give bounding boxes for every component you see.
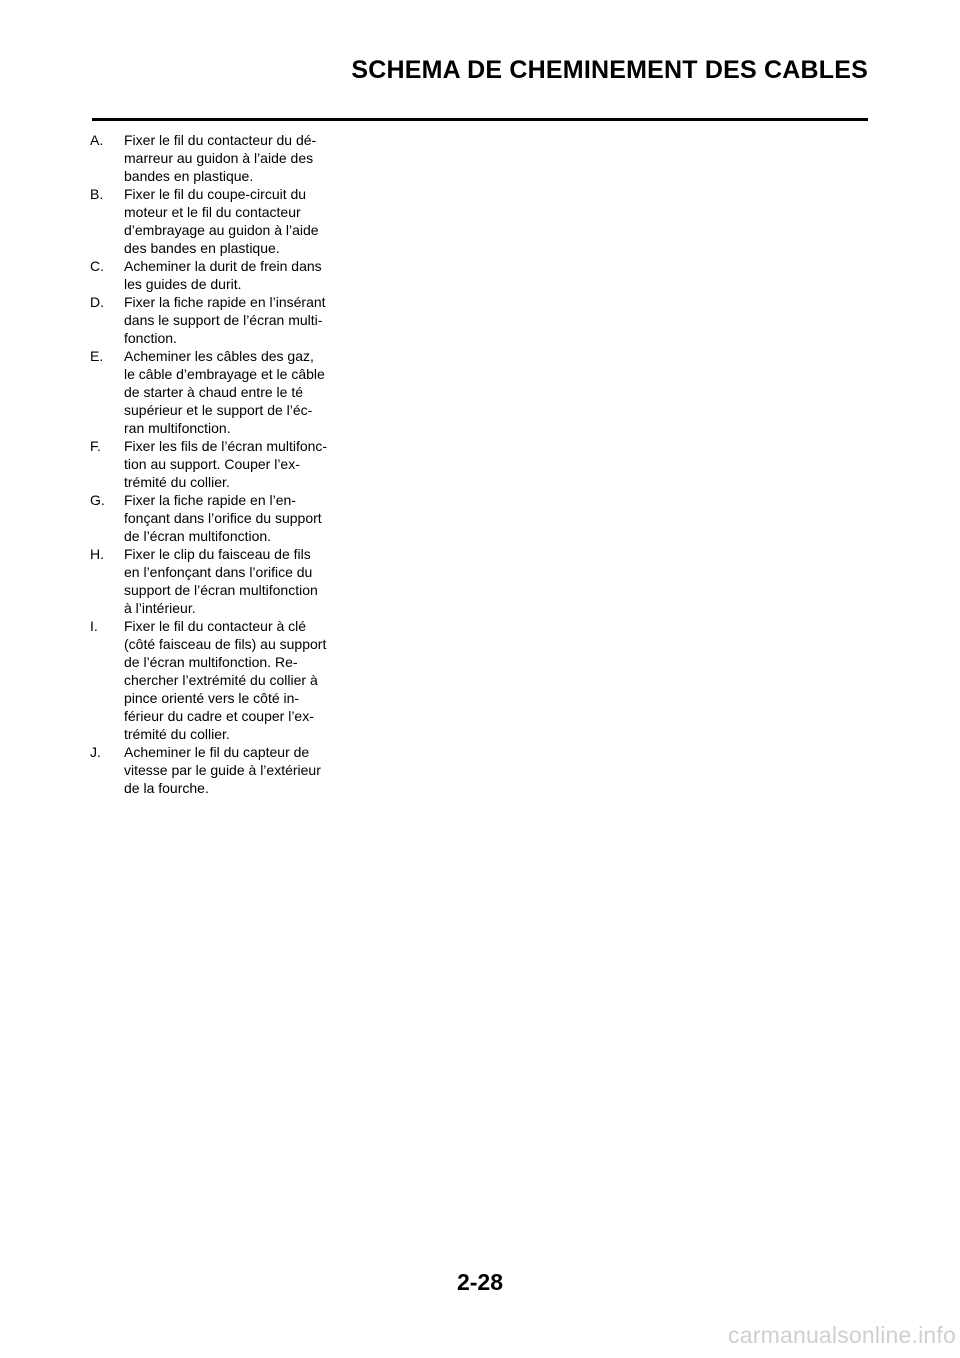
instruction-letter: H. <box>90 546 104 562</box>
instruction-letter: E. <box>90 348 104 364</box>
instruction-item-b <box>90 185 335 257</box>
instruction-item-j <box>90 743 335 797</box>
instruction-text: Fixer la fiche rapide en l’insérant dans le support de l’écran multi- fonction. <box>124 294 326 346</box>
instruction-letter: G. <box>90 492 105 508</box>
instruction-item-e <box>90 347 335 437</box>
instruction-item-d <box>90 293 335 347</box>
instruction-text: Fixer les fils de l’écran multifonc- tion au support. Couper l’ex- trémité du collier. <box>124 438 328 490</box>
instruction-text: Fixer le fil du coupe-circuit du moteur et le fil du contacteur d’embrayage au guidon à l’aide des bandes en plastique. <box>124 186 319 256</box>
routing-instructions-list <box>90 131 335 797</box>
instruction-letter: D. <box>90 294 104 310</box>
instruction-item-f <box>90 437 335 491</box>
instruction-text: Acheminer les câbles des gaz, le câble d’embrayage et le câble de starter à chaud entre le té supérieur et le support de l’éc- ran multifonction. <box>124 348 325 436</box>
instruction-item-i <box>90 617 335 743</box>
instruction-letter: C. <box>90 258 104 274</box>
instruction-item-h <box>90 545 335 617</box>
instruction-letter: A. <box>90 132 104 148</box>
watermark: carmanualsonline.info <box>728 1322 956 1348</box>
instruction-text: Fixer le clip du faisceau de fils en l’enfonçant dans l’orifice du support de l’écran multifonction à l’intérieur. <box>124 546 318 616</box>
instruction-text: Fixer le fil du contacteur à clé (côté faisceau de fils) au support de l’écran multifonction. Re- chercher l’extrémité du collier à pince orienté vers le côté in- férieur du cadre et couper l’ex- trémité du collier. <box>124 618 327 742</box>
instruction-item-a <box>90 131 335 185</box>
instruction-item-c <box>90 257 335 293</box>
instruction-item-g <box>90 491 335 545</box>
title-divider <box>92 118 868 121</box>
instruction-text: Acheminer la durit de frein dans les guides de durit. <box>124 258 322 292</box>
page-title: SCHEMA DE CHEMINEMENT DES CABLES <box>351 56 868 84</box>
instruction-letter: I. <box>90 618 98 634</box>
instruction-letter: B. <box>90 186 104 202</box>
instruction-text: Fixer la fiche rapide en l’en- fonçant dans l’orifice du support de l’écran multifonction. <box>124 492 322 544</box>
instruction-letter: F. <box>90 438 101 454</box>
instruction-text: Acheminer le fil du capteur de vitesse par le guide à l’extérieur de la fourche. <box>124 744 321 796</box>
instruction-letter: J. <box>90 744 101 760</box>
instruction-text: Fixer le fil du contacteur du dé- marreur au guidon à l’aide des bandes en plastique. <box>124 132 317 184</box>
page-number: 2-28 <box>456 1269 504 1295</box>
